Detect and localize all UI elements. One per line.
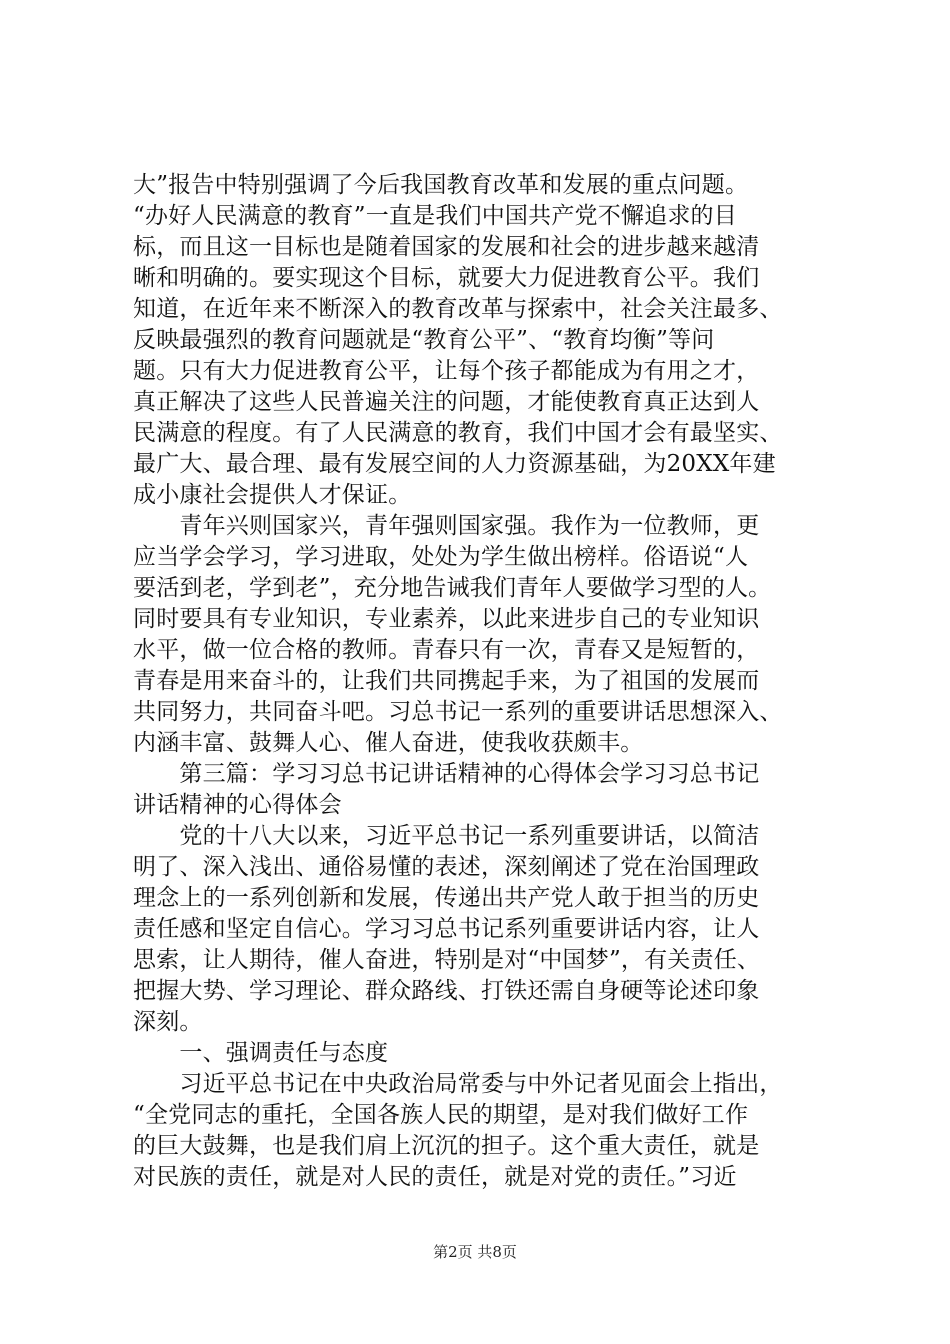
text-line: 成小康社会提供人才保证。 — [133, 482, 412, 508]
text-line: 真正解决了这些人民普遍关注的问题，才能使教育真正达到人 — [133, 389, 760, 415]
text-line: 一、强调责任与态度 — [133, 1040, 389, 1066]
text-line: 责任感和坚定自信心。学习习总书记系列重要讲话内容，让人 — [133, 916, 760, 942]
text-line: 的巨大鼓舞，也是我们肩上沉沉的担子。这个重大责任，就是 — [133, 1133, 760, 1159]
text-line: 讲话精神的心得体会 — [133, 792, 342, 818]
text-line: “全党同志的重托，全国各族人民的期望，是对我们做好工作 — [133, 1102, 749, 1128]
text-line: 应当学会学习，学习进取，处处为学生做出榜样。俗语说“人 — [133, 544, 749, 570]
text-line: 民满意的程度。有了人民满意的教育，我们中国才会有最坚实、 — [133, 420, 783, 446]
text-line: 最广大、最合理、最有发展空间的人力资源基础，为20XX年建 — [133, 451, 776, 477]
text-line: 水平，做一位合格的教师。青春只有一次，青春又是短暂的， — [133, 637, 760, 663]
text-line: 内涵丰富、鼓舞人心、催人奋进，使我收获颇丰。 — [133, 730, 644, 756]
text-line: 党的十八大以来，习近平总书记一系列重要讲话，以简洁 — [133, 823, 760, 849]
text-line: 青春是用来奋斗的，让我们共同携起手来，为了祖国的发展而 — [133, 668, 760, 694]
text-line: 共同努力，共同奋斗吧。习总书记一系列的重要讲话思想深入、 — [133, 699, 783, 725]
text-line: 习近平总书记在中央政治局常委与中外记者见面会上指出， — [133, 1071, 783, 1097]
text-line: 同时要具有专业知识，专业素养，以此来进步自己的专业知识 — [133, 606, 760, 632]
body-text — [133, 170, 829, 1193]
text-line: 晰和明确的。要实现这个目标，就要大力促进教育公平。我们 — [133, 265, 760, 291]
text-line: 把握大势、学习理论、群众路线、打铁还需自身硬等论述印象 — [133, 978, 760, 1004]
text-line: 深刻。 — [133, 1009, 203, 1035]
text-line: 知道，在近年来不断深入的教育改革与探索中，社会关注最多、 — [133, 296, 783, 322]
text-line: 明了、深入浅出、通俗易懂的表述，深刻阐述了党在治国理政 — [133, 854, 760, 880]
page-number-footer: 第2页 共8页 — [433, 1243, 517, 1261]
text-line: 反映最强烈的教育问题就是“教育公平”、“教育均衡”等问 — [133, 327, 715, 353]
text-line: 题。只有大力促进教育公平，让每个孩子都能成为有用之才， — [133, 358, 760, 384]
text-line: 对民族的责任，就是对人民的责任，就是对党的责任。”习近 — [133, 1164, 737, 1190]
text-line: 理念上的一系列创新和发展，传递出共产党人敢于担当的历史 — [133, 885, 760, 911]
text-line: 第三篇：学习习总书记讲话精神的心得体会学习习总书记 — [133, 761, 760, 787]
text-line: 思索，让人期待，催人奋进，特别是对“中国梦”，有关责任、 — [133, 947, 761, 973]
text-line: “办好人民满意的教育”一直是我们中国共产党不懈追求的目 — [133, 203, 737, 229]
text-line: 要活到老，学到老”，充分地告诫我们青年人要做学习型的人。 — [133, 575, 772, 601]
text-line: 青年兴则国家兴，青年强则国家强。我作为一位教师，更 — [133, 513, 760, 539]
text-line: 标，而且这一目标也是随着国家的发展和社会的进步越来越清 — [133, 234, 760, 260]
text-line: 大”报告中特别强调了今后我国教育改革和发展的重点问题。 — [133, 172, 749, 198]
